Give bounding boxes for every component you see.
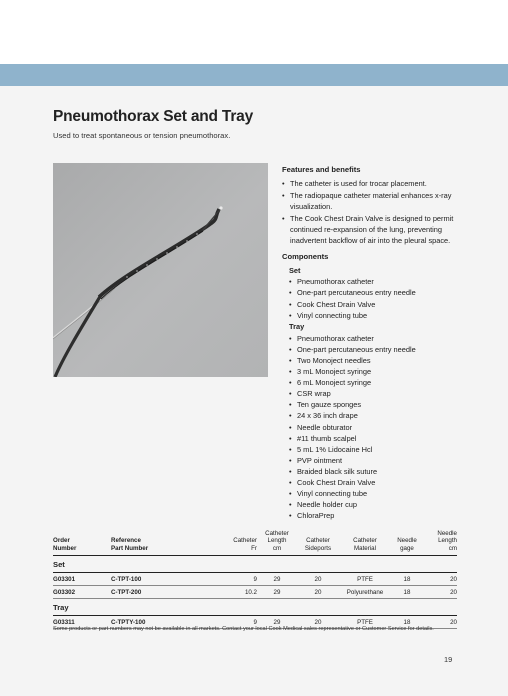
- group-label-tray: Tray: [53, 599, 457, 615]
- feature-item: • The Cook Chest Drain Valve is designed to permit continued re-expansion of the lung, preventing inadvertent backflow of air into the pleural space.: [282, 214, 462, 246]
- table-row: [53, 572, 457, 585]
- product-photo: [53, 163, 268, 377]
- set-components-list: [282, 277, 462, 321]
- list-item: • One-part percutaneous entry needle: [289, 288, 462, 299]
- page-header-band: [0, 0, 508, 64]
- material: PTFE: [339, 615, 391, 628]
- needle-gage: 18: [391, 586, 423, 599]
- list-item: • 24 x 36 inch drape: [289, 411, 462, 422]
- list-item: • 6 mL Monoject syringe: [289, 378, 462, 389]
- components-heading: Components: [282, 252, 329, 262]
- components-section: [282, 252, 462, 522]
- section-color-bar: [0, 64, 508, 86]
- table-group-row: [53, 556, 457, 572]
- ordering-table: [53, 530, 457, 629]
- col-header-catheter-length: Catheter Length cm: [257, 530, 297, 556]
- material: PTFE: [339, 572, 391, 585]
- reference-number: C-TPT-200: [111, 586, 211, 599]
- tray-components-list: [282, 334, 462, 522]
- list-item: • One-part percutaneous entry needle: [289, 345, 462, 356]
- table-header-row: [53, 530, 457, 556]
- set-label: Set: [289, 265, 301, 275]
- list-item: • 5 mL 1% Lidocaine Hcl: [289, 445, 462, 456]
- order-number: G03311: [53, 615, 111, 628]
- col-header-reference: Reference Part Number: [111, 530, 211, 556]
- col-header-sideports: Catheter Sideports: [297, 530, 339, 556]
- col-header-needle-length: Needle Length cm: [423, 530, 457, 556]
- tray-label: Tray: [289, 322, 305, 332]
- material: Polyurethane: [339, 586, 391, 599]
- list-item: • Two Monoject needles: [289, 356, 462, 367]
- list-item: • Needle obturator: [289, 423, 462, 434]
- reference-number: C-TPT-100: [111, 572, 211, 585]
- feature-item: • The radiopaque catheter material enhances x-ray visualization.: [282, 191, 462, 212]
- catheter-length: 29: [257, 615, 297, 628]
- list-item: • Pneumothorax catheter: [289, 334, 462, 345]
- catheter-fr: 10.2: [211, 586, 257, 599]
- list-item: • PVP ointment: [289, 456, 462, 467]
- list-item: • ChloraPrep: [289, 511, 462, 522]
- needle-gage: 18: [391, 615, 423, 628]
- col-header-material: Catheter Material: [339, 530, 391, 556]
- features-list: [282, 179, 462, 247]
- features-heading: Features and benefits: [282, 165, 361, 174]
- catheter-fr: 9: [211, 615, 257, 628]
- needle-length: 20: [423, 615, 457, 628]
- availability-note: Some products or part numbers may not be available in all markets. Contact your local Cook Medical sales representative or Customer Service for details.: [53, 626, 434, 632]
- order-number: G03302: [53, 586, 111, 599]
- list-item: • Needle holder cup: [289, 500, 462, 511]
- catheter-illustration: [53, 163, 268, 377]
- list-item: • 3 mL Monoject syringe: [289, 367, 462, 378]
- sideports: 20: [297, 615, 339, 628]
- list-item: • Vinyl connecting tube: [289, 489, 462, 500]
- list-item: • Ten gauze sponges: [289, 400, 462, 411]
- needle-length: 20: [423, 572, 457, 585]
- table-row: [53, 586, 457, 599]
- group-label-set: Set: [53, 556, 457, 572]
- col-header-order: Order Number: [53, 530, 111, 556]
- catheter-length: 29: [257, 572, 297, 585]
- list-item: • Cook Chest Drain Valve: [289, 478, 462, 489]
- col-header-catheter-fr: Catheter Fr: [211, 530, 257, 556]
- page-title: Pneumothorax Set and Tray: [53, 108, 253, 125]
- table-group-row: [53, 599, 457, 615]
- sideports: 20: [297, 586, 339, 599]
- catheter-fr: 9: [211, 572, 257, 585]
- list-item: • Cook Chest Drain Valve: [289, 300, 462, 311]
- needle-length: 20: [423, 586, 457, 599]
- page-subtitle: Used to treat spontaneous or tension pneumothorax.: [53, 131, 231, 140]
- reference-number: C-TPTY-100: [111, 615, 211, 628]
- product-details: [282, 165, 462, 522]
- needle-gage: 18: [391, 572, 423, 585]
- list-item: • CSR wrap: [289, 389, 462, 400]
- catheter-length: 29: [257, 586, 297, 599]
- col-header-needle-gage: Needle gage: [391, 530, 423, 556]
- page-number: 19: [444, 655, 453, 664]
- list-item: • Vinyl connecting tube: [289, 311, 462, 322]
- order-number: G03301: [53, 572, 111, 585]
- feature-item: • The catheter is used for trocar placement.: [282, 179, 462, 190]
- list-item: • Braided black silk suture: [289, 467, 462, 478]
- list-item: • Pneumothorax catheter: [289, 277, 462, 288]
- list-item: • #11 thumb scalpel: [289, 434, 462, 445]
- sideports: 20: [297, 572, 339, 585]
